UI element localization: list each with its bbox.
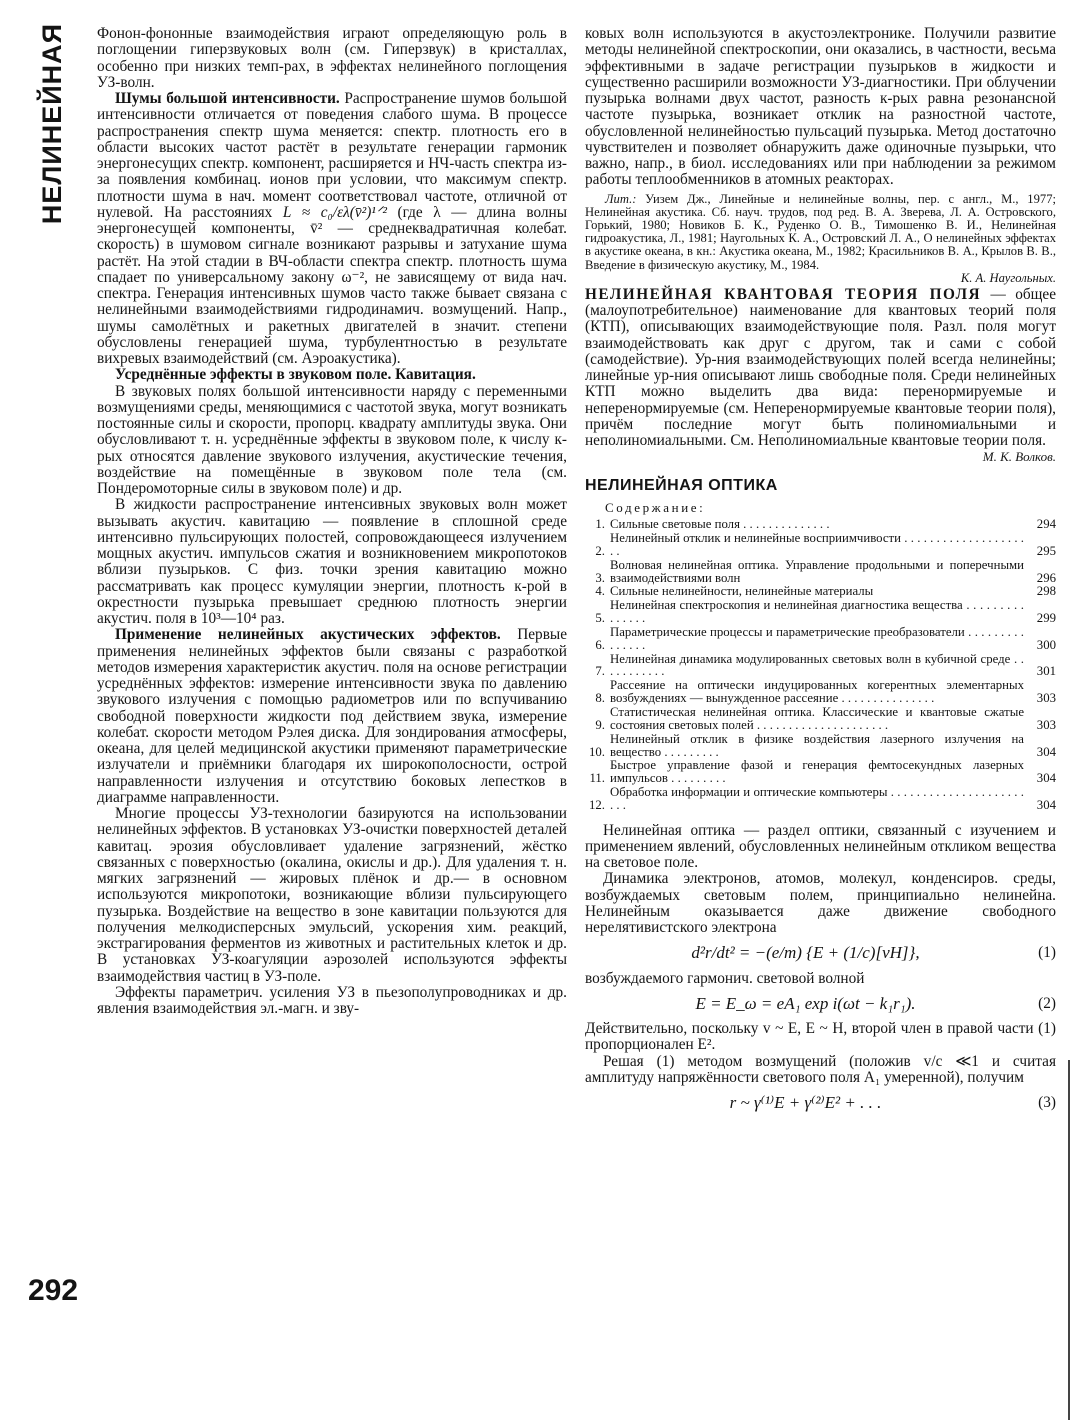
entry-title: НЕЛИНЕЙНАЯ КВАНТОВАЯ ТЕОРИЯ ПОЛЯ: [585, 285, 982, 303]
run-in-heading: Усреднённые эффекты в звуковом поле. Кавитация.: [115, 366, 476, 384]
toc-title: Сильные световые поля . . . . . . . . . . . . . .: [610, 517, 830, 532]
toc-page: 299: [1036, 611, 1056, 626]
toc-number: 2.: [595, 543, 605, 558]
paragraph: Применение нелинейных акустических эффектов. Первые применения нелинейных эффектов были связаны с разработкой методов измерения характеристик акустич. поля на основе регистрации усреднённых эффектов: измерение интенсивности звука по давлению звукового излучения с помощью радиометров или по вспучиванию свободной поверхности жидкости под действием звука, измерение колебат. скорости методом Рэлея диска. Для зондирования атмосферы, океана, для целей медицинской акустики применяют параметрические излучатели и приёмники благодаря их широкополосности, острой направленности излучения и отсутствию боковых лепестков в диаграмме направленности.: [97, 626, 567, 806]
equation-3: r ~ γ⁽¹⁾E + γ⁽²⁾E² + . . . (3): [729, 1093, 1056, 1113]
page-edge-line: [1068, 1060, 1070, 1420]
toc-title: Волновая нелинейная оптика. Управление продольными и поперечными взаимодействиями волн: [610, 557, 1024, 585]
toc-item: [585, 679, 1056, 705]
paragraph: Нелинейная оптика — раздел оптики, связанный с изучением и применением явлений, обусловленных нелинейным откликом вещества на световое поле.: [585, 821, 1056, 872]
toc-page: 295: [1036, 543, 1056, 558]
toc-number: 5.: [595, 611, 605, 626]
toc-number: 12.: [589, 797, 605, 812]
toc-item: [585, 786, 1056, 812]
paragraph: В звуковых полях большой интенсивности наряду с переменными возмущениями среды, меняющимися с частотой звука, могут возникать постоянные силы и скорости, пропорц. квадрату амплитуды звука. Они обусловливают т. н. усреднённые эффекты в звуковом поле, к числу к-рых относятся давление звукового излучения, акустические течения, воздействие на помещённые в звуковом поле тела (см. Пондеромоторные силы в звуковом поле) и др.: [97, 382, 567, 497]
toc-number: 6.: [595, 637, 605, 652]
toc-item: [585, 759, 1056, 785]
page-number: 292: [28, 1274, 79, 1307]
toc-number: 10.: [589, 744, 605, 759]
toc-title: Сильные нелинейности, нелинейные материалы: [610, 584, 874, 599]
toc-item: [585, 585, 1056, 598]
toc-number: 4.: [595, 584, 605, 599]
toc-caption: Содержание:: [605, 499, 706, 515]
entry-qft: НЕЛИНЕЙНАЯ КВАНТОВАЯ ТЕОРИЯ ПОЛЯ — общее (малоупотребительное) наименование для квантовых теорий поля (КТП), описывающих взаимодействующие поля. Разл. поля могут взаимодействовать как друг с другом, так и сами с собой (самодействие). Ур-ния взаимодействующих полей всегда нелинейны; линейные ур-ния описывают лишь свободные поля. Среди нелинейных КТП можно выделить два вида: перенормируемые и неперенормируемые (см. Неперенормируемые квантовые теории поля), причём последние могут быть полиномиальными и неполиномиальными. См. Неполиномиальные квантовые теории поля.: [585, 285, 1056, 450]
formula-inline: L ≈ c₀/ελ(v̄²)¹ᐟ²: [282, 203, 387, 221]
toc-number: 7.: [595, 664, 605, 679]
paragraph: Шумы большой интенсивности. Распространение шумов большой интенсивности отличается от поведения слабого шума. В процессе распространения спектр шума меняется: спектр. плотность его в области высоких частот растёт в результате генерации гармоник энергонесущих спектр. компонент, расширяется и НЧ-часть спектра из-за появления комбинац. ионов при условии, что максимум спектр. плотности шума в нач. момент соответствовал частоте, отличной от нулевой. На расстояниях L ≈ c₀/ελ(v̄²)¹ᐟ² (где λ — длина волны энергонесущей компоненты, v̄² — среднеквадратичная колебат. скорость) в шумовом сигнале возникают разрывы и затухание шума растёт. На этой стадии в ВЧ-области спектра спектр. плотность шума спадает по универсальному закону ω⁻², не зависящему от вида нач. спектра. Генерация интенсивных шумов часто также бывает связана с нелинейными взаимодействиями гидродинамич. возмущений. Напр., шумы самолётных и ракетных двигателей в значит. степени обусловлены генерацией шума, турбулентностью в результате вихревых взаимодействий (см. Аэроакустика).: [97, 90, 567, 367]
toc-page: 304: [1036, 797, 1056, 812]
toc-number: 9.: [595, 717, 605, 732]
author-signature: М. К. Волков.: [982, 449, 1056, 465]
toc-item: [585, 518, 1056, 531]
paragraph: В жидкости распространение интенсивных звуковых волн может вызывать акустич. кавитацию — появление в сплошной среде интенсивно пульсирующих полостей, сопровождающееся излучением мощных акустич. импульсов сжатия и возникновением микропотоков вблизи пузырьков. С физ. точки зрения кавитацию можно рассматривать как процесс кумуляции энергии, плотность к-рой в окрестности пузырька превышает среднюю плотность энергии акустич. поля в 10³—10⁴ раз.: [97, 496, 567, 627]
toc-title: Нелинейная динамика модулированных световых волн в кубичной среде . . . . . . . . . . .: [610, 651, 1024, 679]
run-in-heading: Шумы большой интенсивности.: [115, 90, 340, 107]
toc-page: 303: [1036, 691, 1056, 706]
running-head: НЕЛИНЕЙНАЯ: [37, 22, 68, 224]
paragraph: Динамика электронов, атомов, молекул, конденсиров. среды, возбуждаемых световым полем, принципиально нелинейна. Нелинейным оказывается даже движение свободного нерелятивистского электрона: [585, 870, 1056, 937]
toc-item: [585, 706, 1056, 732]
author-signature: К. А. Наугольных.: [960, 270, 1056, 285]
toc-page: 301: [1036, 664, 1056, 679]
toc-page: 300: [1036, 637, 1056, 652]
toc-number: 8.: [595, 691, 605, 706]
toc-item: [585, 653, 1056, 679]
right-column: [585, 26, 1056, 1120]
left-column: [97, 26, 567, 1017]
toc-title: Нелинейная спектроскопия и нелинейная диагностика вещества . . . . . . . . . . . . . . .: [610, 598, 1024, 626]
table-of-contents: [585, 518, 1056, 812]
section-title: НЕЛИНЕЙНАЯ ОПТИКА: [585, 476, 778, 494]
paragraph: Действительно, поскольку v ~ E, E ~ H, второй член в правой части (1) пропорционален E².: [585, 1020, 1056, 1054]
toc-number: 11.: [589, 771, 605, 786]
toc-title: Рассеяние на оптически индуцированных когерентных элементарных возбуждениях — вынужденное рассеяние . . . . . . . . . . . . . . .: [610, 678, 1024, 706]
paragraph: возбуждаемого гармонич. световой волной: [585, 969, 865, 987]
paragraph: Решая (1) методом возмущений (положив v/c ≪1 и считая амплитуду напряжённости светового поля A₁ умеренной), получим: [585, 1052, 1056, 1086]
toc-title: Нелинейный отклик в физике воздействия лазерного излучения на вещество . . . . . . . . .: [610, 731, 1024, 759]
equation-2: E = E_ω = eA₁ exp i(ωt − k₁r₁). (2): [695, 993, 1056, 1013]
paragraph: ковых волн используются в акустоэлектронике. Получили развитие методы нелинейной спектроскопии, они оказались, в частности, весьма эффективными в задаче регистрации пузырьков в жидкости и существенно расширили возможности УЗ-диагностики. При облучении пузырька волнами двух частот, разность к-рых равна резонансной частоте пузырька, возникает отклик на разностной частоте, обусловленной нелинейностью пульсаций пузырька. Метод достаточно чувствителен и позволяет обнаружить даже одиночные пузырьки, что важно, напр., в биол. исследованиях или при наблюдении за режимом работы теплообменников в атомных реакторах.: [585, 25, 1056, 189]
toc-page: 304: [1036, 771, 1056, 786]
toc-title: Обработка информации и оптические компьютеры . . . . . . . . . . . . . . . . . . . . . . . .: [610, 785, 1024, 812]
equation-1: d²r/dt² = −(e/m) {E + (1/c)[vH]}, (1): [691, 943, 1056, 963]
toc-page: 298: [1036, 584, 1056, 599]
toc-title: Параметрические процессы и параметрические преобразователи . . . . . . . . . . . . . . .: [610, 624, 1024, 652]
paragraph: Эффекты параметрич. усиления УЗ в пьезополупроводниках и др. явления взаимодействия эл.-магн. и зву-: [97, 983, 567, 1017]
toc-item: [585, 733, 1056, 759]
toc-title: Нелинейный отклик и нелинейные восприимчивости . . . . . . . . . . . . . . . . . . . . .: [610, 531, 1024, 558]
toc-item: [585, 626, 1056, 652]
toc-number: 3.: [595, 570, 605, 585]
toc-number: 1.: [595, 517, 605, 532]
toc-page: 296: [1036, 570, 1056, 585]
toc-item: [585, 532, 1056, 558]
toc-title: Быстрое управление фазой и генерация фемтосекундных лазерных импульсов . . . . . . . . .: [610, 758, 1024, 786]
toc-item: [585, 559, 1056, 585]
toc-item: [585, 599, 1056, 625]
toc-page: 303: [1036, 717, 1056, 732]
paragraph: Многие процессы УЗ-технологии базируются на использовании нелинейных эффектов. В установках УЗ-очистки поверхностей деталей кавитац. эрозия обусловливает удаление загрязнений, жёстко связанных с поверхностью (окалина, окислы и др.). Для удаления т. н. мягких загрязнений — жировых плёнок и др.— в основном используются микропотоки, возникающие вблизи пульсирующего пузырька. Воздействие на вещество в зоне кавитации пользуются для получения мелкодисперсных эмульсий, ускорения хим. реакций, экстрагирования ферментов из животных и растительных клеток и др. В установках УЗ-коагуляции аэрозолей используются эффекты взаимодействия частиц в УЗ-поле.: [97, 805, 567, 985]
toc-page: 294: [1036, 517, 1056, 532]
literature-list: Лит.: Уизем Дж., Линейные и нелинейные волны, пер. с англ., М., 1977; Нелинейная акустика. Сб. науч. трудов, под ред. В. А. Зверева, Л. А. Островского, Горький, 1980; Новиков Б. К., Руденко О. В., Тимошенко В. И., Нелинейная гидроакустика, Л., 1981; Наугольных К. А., Островский Л. А., О нелинейных эффектах в акустике океана, в кн.: Акустика океана, М., 1982; Красильников В. А., Крылов В. В., Введение в физическую акустику, М., 1984. К. А. Наугольных.: [585, 191, 1056, 285]
run-in-heading: Применение нелинейных акустических эффектов.: [115, 626, 501, 644]
toc-page: 304: [1036, 744, 1056, 759]
toc-title: Статистическая нелинейная оптика. Классические и квантовые сжатые состояния световых полей . . . . . . . . . . . . . . . . . . . . .: [610, 704, 1024, 732]
paragraph: Фонон-фононные взаимодействия играют определяющую роль в поглощении гиперзвуковых волн (см. Гиперзвук) в кристаллах, особенно при низких темп-рах, в эффектах нелинейного поглощения УЗ-волн.: [97, 25, 567, 91]
